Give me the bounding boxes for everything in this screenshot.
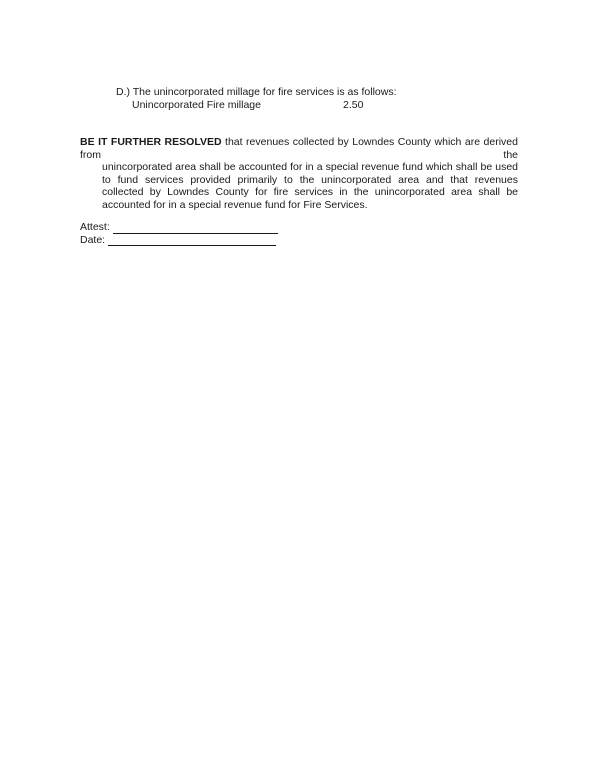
millage-item-d — [116, 86, 416, 111]
date-signature-line — [108, 235, 276, 246]
resolved-first-line — [80, 136, 518, 161]
attest-row — [80, 221, 280, 234]
millage-label: Unincorporated Fire millage — [132, 98, 261, 111]
attest-label: Attest: — [80, 221, 110, 233]
resolved-lead: BE IT FURTHER RESOLVED — [80, 136, 222, 148]
date-row — [80, 234, 280, 247]
further-resolved-paragraph — [80, 136, 518, 211]
resolved-body: unincorporated area shall be accounted for in a special revenue fund which shall be used to fund services provided primarily to the unincorporated area and that revenues collected by Lowndes County for fire services in the unincorporated area shall be accounted for in a special revenue fund for Fire Services. — [102, 161, 518, 211]
millage-row — [132, 99, 416, 112]
millage-value: 2.50 — [343, 98, 364, 111]
date-label: Date: — [80, 233, 106, 246]
millage-intro: D.) The unincorporated millage for fire services is as follows: — [116, 86, 397, 98]
attest-signature-line — [113, 223, 278, 234]
signature-block — [80, 221, 280, 246]
resolved-first-line-text: that revenues collected by Lowndes County which are derived from the — [80, 136, 518, 161]
